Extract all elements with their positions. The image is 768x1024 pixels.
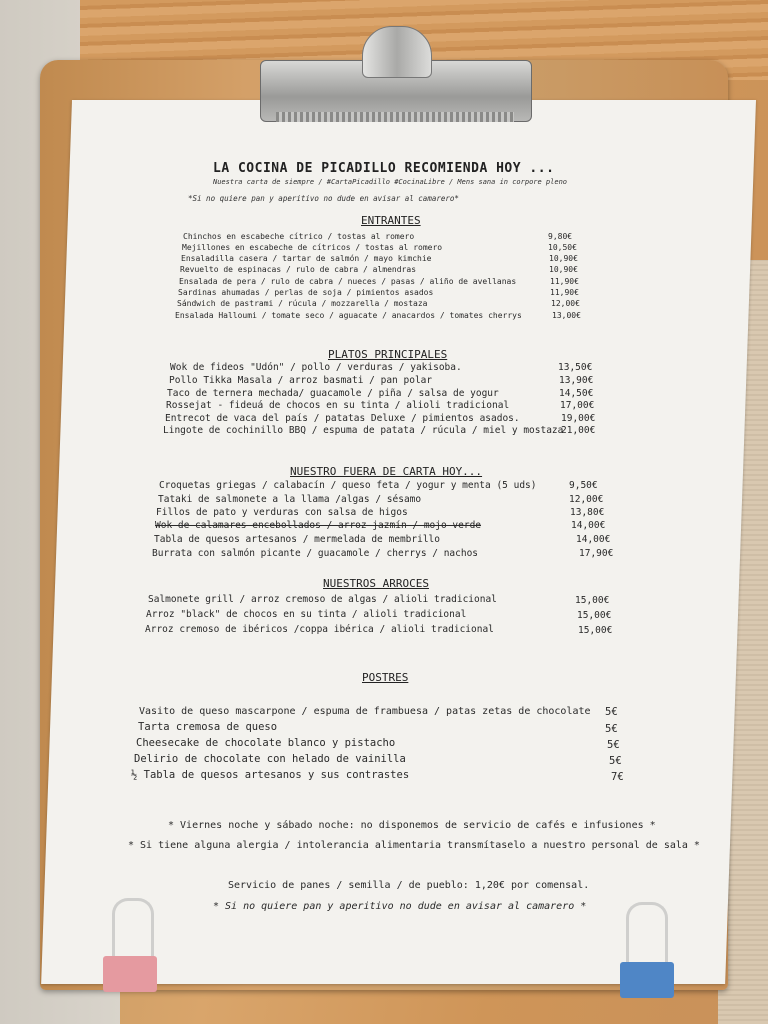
item-name: Sándwich de pastrami / rúcula / mozzarella / mostaza bbox=[177, 299, 428, 308]
item-price: 10,90€ bbox=[549, 265, 578, 274]
item-name: Salmonete grill / arroz cremoso de algas / alioli tradicional bbox=[148, 594, 497, 605]
item-name: Ensalada de pera / rulo de cabra / nueces / pasas / aliño de avellanas bbox=[179, 277, 517, 286]
item-price: 9,50€ bbox=[569, 480, 598, 491]
item-name: Fillos de pato y verduras con salsa de higos bbox=[156, 507, 408, 518]
section-heading-postres: POSTRES bbox=[362, 671, 409, 684]
item-name: Wok de calamares encebollados / arroz jazmín / mojo verde bbox=[155, 520, 482, 531]
item-name: Revuelto de espinacas / rulo de cabra / almendras bbox=[180, 265, 417, 274]
item-name: ½ Tabla de quesos artesanos y sus contrastes bbox=[131, 769, 410, 781]
item-name: Ensalada Halloumi / tomate seco / aguacate / anacardos / tomates cherrys bbox=[175, 311, 522, 320]
item-name: Tataki de salmonete a la llama /algas / sésamo bbox=[158, 494, 422, 505]
item-price: 11,90€ bbox=[550, 288, 579, 297]
item-name: Tabla de quesos artesanos / mermelada de membrillo bbox=[154, 534, 440, 545]
item-price: 11,90€ bbox=[550, 277, 579, 286]
item-name: Wok de fideos "Udón" / pollo / verduras / yakisoba. bbox=[170, 362, 462, 373]
item-price: 5€ bbox=[605, 706, 618, 718]
item-price: 10,90€ bbox=[549, 254, 578, 263]
item-price: 13,50€ bbox=[558, 362, 593, 373]
item-price: 17,00€ bbox=[560, 400, 595, 411]
item-name: Pollo Tikka Masala / arroz basmati / pan polar bbox=[169, 375, 433, 386]
item-name: Vasito de queso mascarpone / espuma de frambuesa / patas zetas de chocolate bbox=[139, 706, 591, 717]
item-name: Delirio de chocolate con helado de vainilla bbox=[134, 753, 406, 765]
item-name: Tarta cremosa de queso bbox=[138, 721, 278, 733]
item-name: Arroz "black" de chocos en su tinta / alioli tradicional bbox=[146, 609, 467, 620]
binder-clip-wire-left bbox=[112, 898, 154, 963]
item-price: 15,00€ bbox=[575, 595, 610, 606]
section-heading-principales: PLATOS PRINCIPALES bbox=[328, 348, 448, 361]
item-price: 12,00€ bbox=[569, 494, 604, 505]
item-price: 17,90€ bbox=[579, 548, 614, 559]
binder-clip-wire-right bbox=[626, 902, 668, 967]
section-heading-arroces: NUESTROS ARROCES bbox=[323, 577, 429, 590]
menu-title: LA COCINA DE PICADILLO RECOMIENDA HOY ... bbox=[213, 161, 555, 176]
section-heading-entrantes: ENTRANTES bbox=[361, 214, 421, 227]
footer-note-cafe: * Viernes noche y sábado noche: no disponemos de servicio de cafés e infusiones * bbox=[168, 820, 656, 831]
item-price: 5€ bbox=[607, 739, 620, 751]
item-name: Sardinas ahumadas / perlas de soja / pimientos asados bbox=[178, 288, 434, 297]
item-price: 13,80€ bbox=[570, 507, 605, 518]
item-name: Croquetas griegas / calabacín / queso feta / yogur y menta (5 uds) bbox=[159, 480, 537, 491]
item-name: Chinchos en escabeche cítrico / tostas al romero bbox=[183, 232, 415, 241]
item-price: 21,00€ bbox=[561, 425, 596, 436]
item-name: Entrecot de vaca del país / patatas Deluxe / pimientos asados. bbox=[165, 413, 520, 424]
footer-note-allergy: * Si tiene alguna alergia / intolerancia alimentaria transmítaselo a nuestro personal de sala * bbox=[128, 840, 700, 851]
item-price: 14,00€ bbox=[571, 520, 606, 531]
binder-clip-left[interactable] bbox=[103, 956, 157, 992]
item-price: 5€ bbox=[605, 723, 618, 735]
item-name: Ensaladilla casera / tartar de salmón / mayo kimchie bbox=[181, 254, 432, 263]
item-name: Taco de ternera mechada/ guacamole / piña / salsa de yogur bbox=[167, 388, 499, 399]
item-price: 13,00€ bbox=[552, 311, 581, 320]
item-price: 5€ bbox=[609, 755, 622, 767]
footer-bread-note: * Si no quiere pan y aperitivo no dude en avisar al camarero * bbox=[213, 901, 587, 912]
section-heading-fuera-carta: NUESTRO FUERA DE CARTA HOY... bbox=[290, 465, 483, 478]
item-price: 19,00€ bbox=[561, 413, 596, 424]
binder-clip-right[interactable] bbox=[620, 962, 674, 998]
item-name: Lingote de cochinillo BBQ / espuma de patata / rúcula / miel y mostaza bbox=[163, 425, 564, 436]
item-price: 15,00€ bbox=[578, 625, 613, 636]
menu-subtitle: Nuestra carta de siempre / #CartaPicadillo #CocinaLibre / Mens sana in corpore pleno bbox=[213, 178, 568, 186]
item-name: Cheesecake de chocolate blanco y pistacho bbox=[136, 737, 396, 749]
item-price: 10,50€ bbox=[548, 243, 577, 252]
item-price: 7€ bbox=[611, 771, 624, 783]
item-price: 14,00€ bbox=[576, 534, 611, 545]
footer-bread-service: Servicio de panes / semilla / de pueblo: 1,20€ por comensal. bbox=[228, 880, 590, 891]
item-name: Burrata con salmón picante / guacamole / cherrys / nachos bbox=[152, 548, 479, 559]
item-price: 15,00€ bbox=[577, 610, 612, 621]
item-price: 9,80€ bbox=[548, 232, 573, 241]
item-price: 13,90€ bbox=[559, 375, 594, 386]
item-price: 12,00€ bbox=[551, 299, 580, 308]
item-name: Rossejat - fideuá de chocos en su tinta / alioli tradicional bbox=[166, 400, 510, 411]
item-name: Arroz cremoso de ibéricos /coppa ibérica / alioli tradicional bbox=[145, 624, 494, 635]
bread-note-top: *Si no quiere pan y aperitivo no dude en avisar al camarero* bbox=[188, 194, 459, 203]
item-price: 14,50€ bbox=[559, 388, 594, 399]
item-name: Mejillones en escabeche de cítricos / tostas al romero bbox=[182, 243, 443, 252]
